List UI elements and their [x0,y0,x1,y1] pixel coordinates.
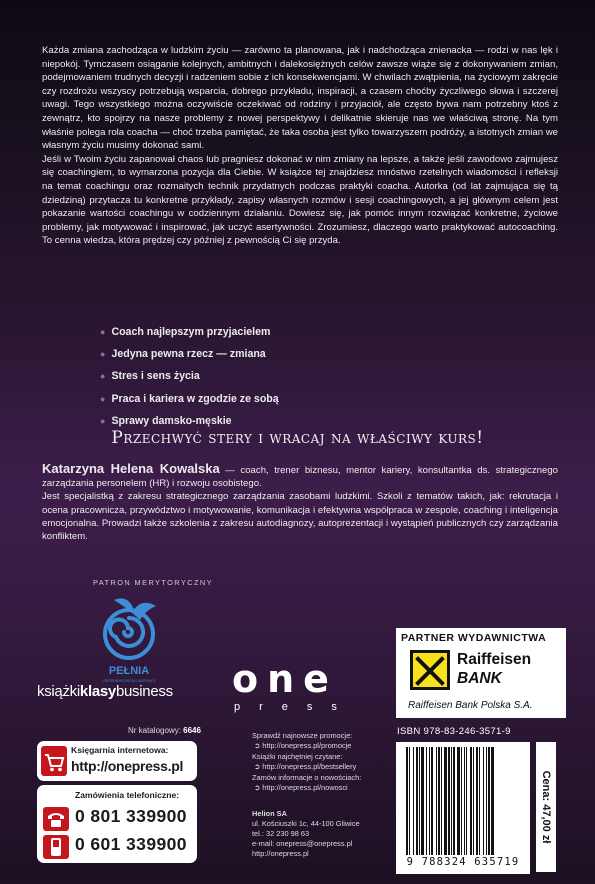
partner-heading: PARTNER WYDAWNICTWA [401,632,547,644]
barcode-bar [416,747,418,855]
publisher-website: http://onepress.pl [252,849,309,858]
promo-links [252,731,361,793]
barcode-bar [470,747,472,855]
pelnia-logo-text: PEŁNIA [108,665,150,677]
blurb-paragraph-1: Każda zmiana zachodząca w ludzkim życiu — zarówno ta planowana, jak i nadchodząca znienacka — rodzi w nas lęk i niepokój. Tymczasem osiąganie kolejnych, ambitnych i dalekosiężnych celów zawsze wiąże się z dokonywaniem zmian, podejmowaniem trudnych decyzji i radzeniem sobie z ich konsekwencjami. W chwilach zwątpienia, na życiowym zakręcie czy rozdrożu wszyscy potrzebują wsparcia, dobrego przykładu, inspiracji, a czasem choćby życzliwego słowa i szczerej uwagi. Tego wszystkiego można oczywiście oczekiwać od rodziny i przyjaciół, ale często bywa nam potrzebny ktoś z zewnątrz, kto spojrzy na nasze problemy z nowej perspektywy i delikatnie skieruje nas we właściwą stronę. Na tym właśnie polega rola coacha — choć trzeba pamiętać, że taka osoba jest tylko towarzyszem podróży, a istotnych zmian we własnym życiu musimy dokonać sami. [42,45,559,152]
phone-orders-label: Zamówienia telefoniczne: [75,790,180,800]
phone-orders-box [37,785,197,863]
bullet-icon: ● [100,349,106,360]
price: Cena: 47,00 zł [540,770,552,844]
barcode-bar [444,747,447,855]
barcode-bar [491,747,494,855]
author-intro: — coach, trener biznesu, mentor kariery, konsultantka ds. strategicznego zarządzania personelem (HR) i rozwoju osobistego. [42,465,558,490]
mobile-phone-icon [43,835,69,859]
barcode-bar [438,747,440,855]
barcode-bar [441,747,442,855]
author-name: Katarzyna Helena Kowalska [42,461,220,476]
barcode-bar [479,747,480,855]
blurb-paragraph-2: Jeśli w Twoim życiu zapanował chaos lub pragniesz dokonać w nim zmiany na lepsze, a także jeśli zawodowo zajmujesz się coachingiem, to wymarzona pozycja dla Ciebie. W książce tej znajdziesz mnóstwo rzetelnych wiadomości i refleksji na temat coachingu oraz rozmaitych technik przydatnych podczas praktyki coacha. Autorka (od lat zajmująca się tą dziedziną) przytacza tu konkretne przykłady, zapisy własnych rozmów i sesji coachingowych, a jej głównym celem jest pokazanie wartości coachingu w codziennym działaniu. Dowiesz się, jak pomóc innym rozwiązać konkretne, życiowe problemy, jak motywować i inspirować, jak uczyć asertywności. Zrozumiesz, dlaczego warto praktykować autocoaching. To cenna wiedza, która prędzej czy później z pewnością Ci się przyda. [42,153,558,247]
barcode-bar [451,747,452,855]
chapter-bullet-list [100,321,279,432]
barcode-digits: 9 788324 635719 [406,856,520,868]
barcode-bar [448,747,450,855]
barcode-bar [476,747,478,855]
phone-number-1: 0 801 339900 [75,806,187,826]
online-store-label: Księgarnia internetowa: [71,745,169,755]
bullet-icon: ● [100,371,106,382]
patron-label: PATRON MERYTORYCZNY [93,578,213,587]
bullet-icon: ● [100,393,106,404]
pelnia-logo [84,594,174,684]
series-logo: książkiklasybusiness [37,683,173,700]
promo-link[interactable]: ➲ http://onepress.pl/promocje [254,741,352,751]
barcode-bar [419,747,420,855]
barcode-bar [436,747,437,855]
barcode-bar [421,747,424,855]
phone-number-2: 0 601 339900 [75,834,187,854]
shopping-cart-icon [41,746,67,776]
news-link[interactable]: ➲ http://onepress.pl/nowosci [254,783,348,793]
barcode-bar [453,747,455,855]
publisher-email: e-mail: onepress@onepress.pl [252,839,353,848]
onepress-logo-press: press [234,701,356,713]
onepress-logo-one: one [232,657,338,701]
slogan: Przechwyć stery i wracaj na właściwy kurs! [111,428,484,448]
author-bio [42,462,558,543]
barcode-bar [429,747,430,855]
barcode-bar [406,747,408,855]
news-label: Zamów informacje o nowościach: [252,772,362,782]
barcode-bar [457,747,460,855]
barcode-bar [466,747,467,855]
phone-icon [43,807,69,831]
publisher-address [252,809,360,859]
barcode-bar [426,747,427,855]
online-store-box [37,741,197,781]
barcode [396,742,530,874]
bestsellers-link[interactable]: ➲ http://onepress.pl/bestsellery [254,762,357,772]
bestsellers-label: Książki najchętniej czytane: [252,751,343,761]
barcode-bar [409,747,410,855]
bullet-item: ● Stres i sens życia [100,370,200,383]
price-tag [536,742,556,872]
publisher-phone: tel.: 32 230 98 63 [252,829,310,838]
bullet-item: ● Jedyna pewna rzecz — zmiana [100,348,266,361]
barcode-bar [461,747,462,855]
barcode-bars [406,747,520,855]
barcode-bar [483,747,484,855]
publisher-name: Helion SA [252,809,287,818]
onepress-logo [232,657,362,720]
partner-box [396,628,566,718]
bullet-item: ● Praca i kariera w zgodzie ze sobą [100,392,279,405]
raiffeisen-gable-icon [410,650,450,690]
bullet-icon: ● [100,327,106,338]
author-bio-text: Jest specjalistką z zakresu strategicznego zarządzania zasobami ludzkimi. Szkoli z tematów takich, jak: rekrutacja i ocena pracownicza, przywództwo i motywowanie, komunikacja i efektywna współpraca w zespole, coaching i inteligencja emocjonalna. Prowadzi także szkolenia z zakresu autodiagnozy, autoprezentacji i wystąpień publicznych czy zarządzania konfliktem. [42,491,558,543]
barcode-bar [486,747,487,855]
partner-bank-word: BANK [457,670,502,687]
partner-full-name: Raiffeisen Bank Polska S.A. [408,700,533,711]
blurb [42,44,558,248]
bullet-item: ● Coach najlepszym przyjacielem [100,326,271,339]
barcode-bar [473,747,474,855]
promo-label: Sprawdź najnowsze promocje: [252,731,353,740]
publisher-street: ul. Kościuszki 1c, 44-100 Gliwice [252,819,360,828]
catalog-number: Nr katalogowy: 6646 [128,726,201,735]
pelnia-logo-subtext: CENTRUM ROZWOJU I INSPIRACJI [102,679,156,683]
isbn: ISBN 978-83-246-3571-9 [397,726,511,737]
barcode-bar [431,747,433,855]
partner-bank-name: Raiffeisen [457,651,532,668]
barcode-bar [413,747,414,855]
online-store-url: http://onepress.pl [71,758,184,774]
barcode-bar [464,747,465,855]
bullet-item: ● Sprawy damsko-męskie [100,414,232,427]
bullet-icon: ● [100,415,106,426]
barcode-bar [488,747,490,855]
